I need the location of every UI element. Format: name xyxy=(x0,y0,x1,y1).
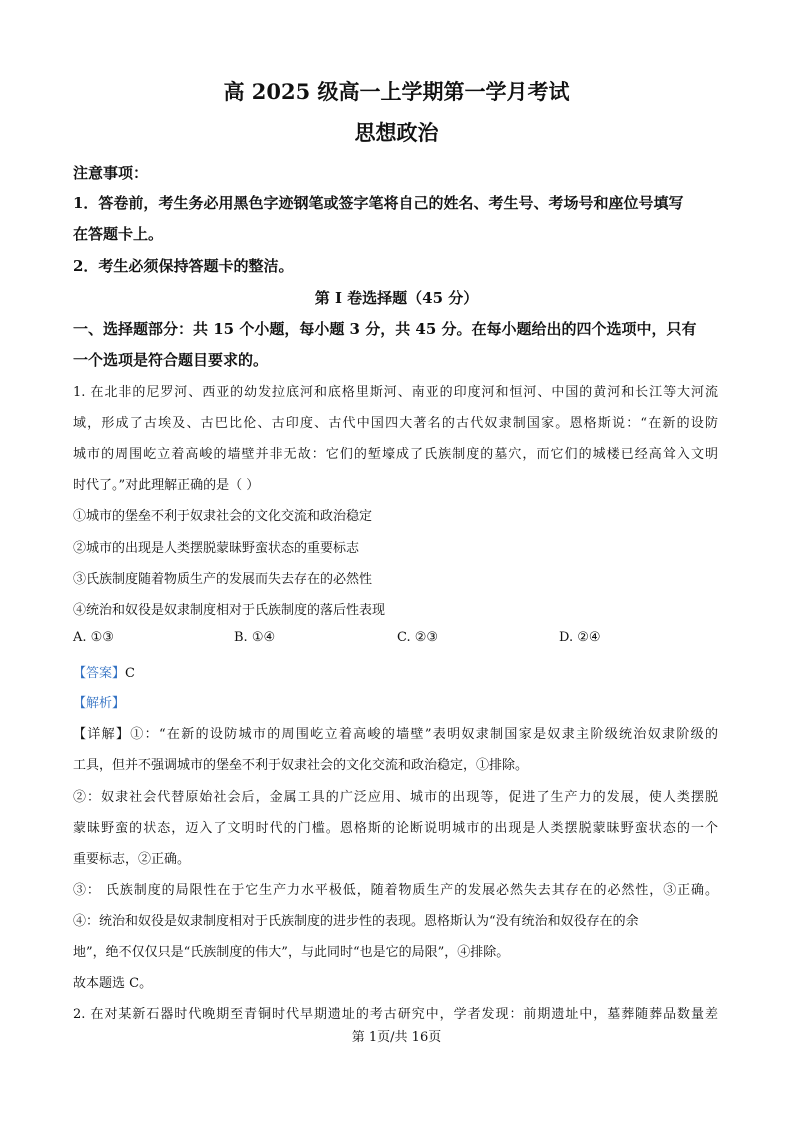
q1-detail-line-4: 蒙昧野蛮的状态，迈入了文明时代的门槛。恩格斯的论断说明城市的出现是人类摆脱蒙昧野蛮状态的一个 xyxy=(73,821,718,836)
q1-option-d: D. ②④ xyxy=(559,630,601,645)
q1-stem-line-2: 域，形成了古埃及、古巴比伦、古印度、古代中国四大著名的古代奴隶制国家。恩格斯说：“在新的设防 xyxy=(73,416,718,431)
q1-detail-line-3: ②：奴隶社会代替原始社会后，金属工具的广泛应用、城市的出现等，促进了生产力的发展，使人类摆脱 xyxy=(73,790,718,805)
answer-value: C xyxy=(125,666,135,681)
q1-statement-2: ②城市的出现是人类摆脱蒙昧野蛮状态的重要标志 xyxy=(73,541,360,556)
page-footer: 第 1页/共 16页 xyxy=(351,1030,442,1045)
q1-detail-line-8: 地”，绝不仅仅只是“氏族制度的伟大”，与此同时“也是它的局限”，④排除。 xyxy=(73,945,510,960)
notice-item-1-line-2: 在答题卡上。 xyxy=(73,225,164,243)
q1-detail-line-9: 故本题选 C。 xyxy=(73,976,153,991)
q1-stem-line-3: 城市的周围屹立着高峻的墙壁并非无故：它们的堑壕成了氏族制度的墓穴，而它们的城楼已经高耸入文明 xyxy=(73,447,718,462)
analysis-tag: 【解析】 xyxy=(73,696,126,711)
q2-stem-line-1: 2. 在对某新石器时代晚期至青铜时代早期遗址的考古研究中，学者发现：前期遗址中，墓葬随葬品数量差 xyxy=(73,1007,718,1022)
q1-statement-4: ④统治和奴役是奴隶制度相对于氏族制度的落后性表现 xyxy=(73,603,386,618)
answer-tag: 【答案】 xyxy=(73,666,126,681)
q1-detail-line-7: ④：统治和奴役是奴隶制度相对于氏族制度的进步性的表现。恩格斯认为“没有统治和奴役存在的余 xyxy=(73,914,639,929)
section-intro-line-1: 一、选择题部分：共 15 个小题，每小题 3 分，共 45 分。在每小题给出的四个选项中，只有 xyxy=(73,320,697,338)
q1-detail-line-2: 工具，但并不强调城市的堡垒不利于奴隶社会的文化交流和政治稳定，①排除。 xyxy=(73,758,529,773)
notice-item-1-line-1: 1．答卷前，考生务必用黑色字迹钢笔或签字笔将自己的姓名、考生号、考场号和座位号填写 xyxy=(73,194,684,212)
subject-title: 思想政治 xyxy=(354,120,439,145)
q1-detail-line-1: 【详解】①：“在新的设防城市的周围屹立着高峻的墙壁”表明奴隶制国家是奴隶主阶级统治奴隶阶级的 xyxy=(73,727,718,742)
notice-item-2: 2．考生必须保持答题卡的整洁。 xyxy=(73,257,294,275)
q1-answer xyxy=(73,662,135,681)
section-intro-line-2: 一个选项是符合题目要求的。 xyxy=(73,351,269,369)
q1-option-a: A. ①③ xyxy=(73,630,114,645)
section-title: 第 I 卷选择题（45 分） xyxy=(314,289,479,307)
q1-stem-line-1: 1. 在北非的尼罗河、西亚的幼发拉底河和底格里斯河、南亚的印度河和恒河、中国的黄河和长江等大河流 xyxy=(73,385,718,400)
q1-statement-3: ③氏族制度随着物质生产的发展而失去存在的必然性 xyxy=(73,572,373,587)
q1-statement-1: ①城市的堡垒不利于奴隶社会的文化交流和政治稳定 xyxy=(73,509,373,524)
q1-stem-line-4: 时代了。”对此理解正确的是（ ） xyxy=(73,478,260,493)
q1-detail-line-6: ③： 氏族制度的局限性在于它生产力水平极低，随着物质生产的发展必然失去其存在的必然性，③正确。 xyxy=(73,883,718,898)
q1-detail-line-5: 重要标志，②正确。 xyxy=(73,852,191,867)
notice-heading: 注意事项： xyxy=(73,164,149,182)
q1-option-c: C. ②③ xyxy=(397,630,439,645)
q1-option-b: B. ①④ xyxy=(234,630,276,645)
exam-title: 高 2025 级高一上学期第一学月考试 xyxy=(223,79,570,104)
